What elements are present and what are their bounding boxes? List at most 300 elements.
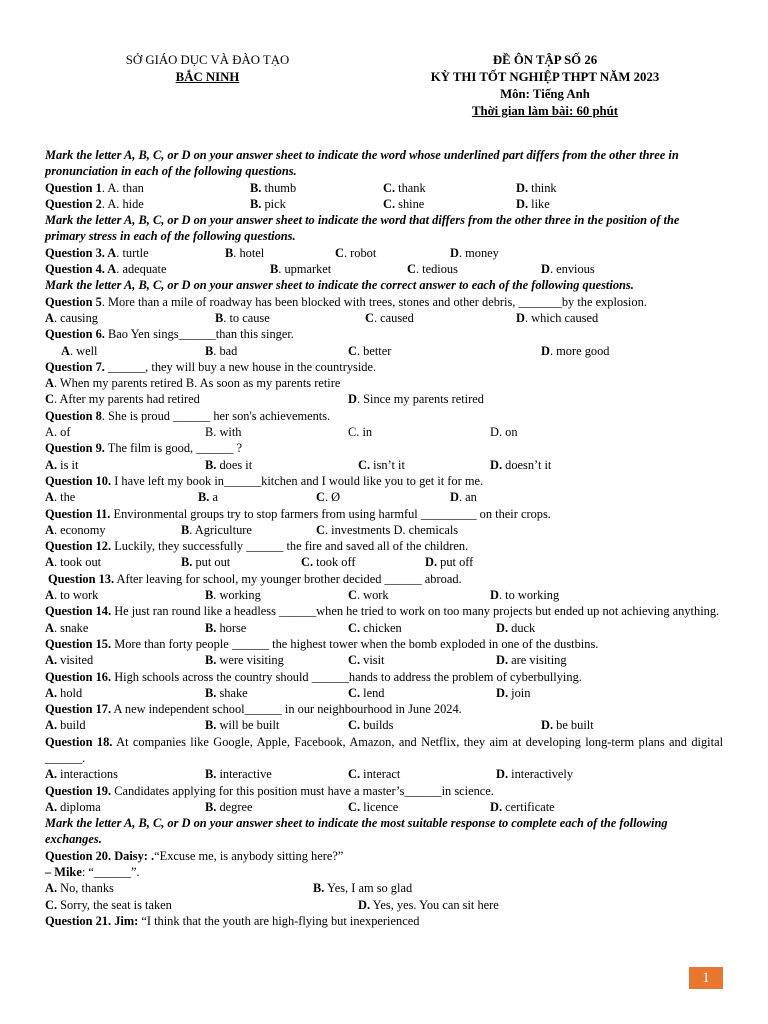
segment-label: B xyxy=(181,522,190,537)
segment-text: visit xyxy=(360,653,385,668)
line-segment xyxy=(45,245,149,261)
segment-text: More than forty people ______ the highest tower when the bomb exploded in one of the dustbins. xyxy=(111,636,599,651)
segment-text: . an xyxy=(458,490,477,505)
segment-text: join xyxy=(508,685,531,700)
segment-label: C. xyxy=(301,555,314,570)
question-line xyxy=(45,587,723,603)
line-segment xyxy=(541,717,594,733)
line-segment xyxy=(45,864,140,880)
segment-text: put out xyxy=(192,555,231,570)
segment-text: “I think that the youth are high-flying but inexperienced xyxy=(138,913,420,928)
line-segment xyxy=(215,310,270,326)
segment-label: A xyxy=(61,343,70,358)
line-segment xyxy=(496,766,573,782)
question-line xyxy=(45,571,723,587)
segment-label: C xyxy=(316,522,325,537)
segment-text: . A. than xyxy=(101,180,144,195)
segment-text: Bao Yen sings______than this singer. xyxy=(104,327,294,342)
segment-label: C. xyxy=(348,718,361,733)
question-line xyxy=(45,359,723,375)
question-line xyxy=(45,506,723,522)
segment-label: B. xyxy=(313,881,325,896)
segment-label: C. xyxy=(383,196,396,211)
line-segment xyxy=(496,685,530,701)
line-segment xyxy=(348,652,385,668)
exam-number: ĐỀ ÔN TẬP SỐ 26 xyxy=(492,53,598,67)
question-line xyxy=(45,294,723,310)
segment-label: D. xyxy=(496,767,509,782)
line-segment xyxy=(45,620,88,636)
segment-label: B xyxy=(270,262,279,277)
segment-label: A xyxy=(45,490,54,505)
segment-text: . economy xyxy=(53,522,106,537)
line-segment xyxy=(45,261,167,277)
question-line xyxy=(45,196,723,212)
line-segment xyxy=(490,457,551,473)
line-segment xyxy=(490,799,555,815)
question-line xyxy=(45,897,723,913)
segment-label: B. xyxy=(205,767,217,782)
segment-label: Question 19. xyxy=(45,783,112,798)
segment-text: will be built xyxy=(216,718,280,733)
segment-label: A xyxy=(45,376,54,391)
question-line xyxy=(45,685,723,701)
line-segment xyxy=(490,587,559,603)
segment-label: A xyxy=(45,555,54,570)
instruction: Mark the letter A, B, C, or D on your answer sheet to indicate the word that differs from the other three in the position of the primary stress in each of the following questions. xyxy=(45,213,680,244)
line-segment xyxy=(45,538,468,554)
line-segment xyxy=(250,196,286,212)
segment-label: Question 4. A xyxy=(45,262,117,277)
line-segment xyxy=(383,196,424,212)
question-line xyxy=(45,391,723,407)
segment-label: C xyxy=(45,392,54,407)
question-line xyxy=(45,913,723,929)
question-line xyxy=(45,424,723,440)
segment-text: . tedious xyxy=(415,262,458,277)
segment-text: . After my parents had retired xyxy=(53,392,200,407)
segment-label: C xyxy=(407,262,416,277)
line-segment xyxy=(348,424,372,440)
segment-label: D. xyxy=(496,653,509,668)
question-line xyxy=(45,457,723,473)
question-label: Question 14. xyxy=(45,604,112,619)
segment-text: does it xyxy=(216,457,253,472)
segment-label: C xyxy=(316,490,325,505)
segment-label: B. xyxy=(198,490,210,505)
line-segment xyxy=(45,880,114,896)
question-line xyxy=(45,652,723,668)
segment-text: pick xyxy=(261,196,286,211)
line-segment xyxy=(45,587,98,603)
line-segment xyxy=(541,261,595,277)
line-segment xyxy=(365,310,414,326)
question-line xyxy=(45,717,723,733)
segment-text: . When my parents retired B. As soon as my parents retire xyxy=(53,376,341,391)
segment-text: shine xyxy=(395,196,425,211)
line-segment xyxy=(45,848,343,864)
segment-text: . She is proud ______ her son's achievements. xyxy=(101,408,331,423)
line-segment xyxy=(45,913,419,929)
segment-text: B. with xyxy=(205,425,242,440)
line-segment xyxy=(205,620,246,636)
segment-text: . work xyxy=(356,588,389,603)
line-segment xyxy=(45,799,101,815)
question-line xyxy=(45,261,723,277)
line-segment xyxy=(450,245,499,261)
segment-label: D. xyxy=(496,685,509,700)
subject: Môn: Tiếng Anh xyxy=(500,87,590,101)
line-segment xyxy=(348,587,389,603)
line-segment xyxy=(45,359,376,375)
segment-label: A xyxy=(45,522,54,537)
segment-label: D. xyxy=(425,555,438,570)
segment-label: A. xyxy=(45,767,58,782)
line-segment xyxy=(358,457,405,473)
segment-text: lend xyxy=(360,685,385,700)
question-line xyxy=(45,522,723,538)
question-line xyxy=(45,440,723,456)
line-segment xyxy=(45,717,86,733)
segment-text: interactive xyxy=(216,767,272,782)
question-line xyxy=(45,783,723,799)
question-body: He just ran round like a headless ______when he tried to work on too many projects but ended up not achieving anything. xyxy=(111,604,720,619)
segment-text: were visiting xyxy=(216,653,284,668)
segment-label: C xyxy=(348,343,357,358)
segment-text: . upmarket xyxy=(278,262,332,277)
segment-text: Environmental groups try to stop farmers from using harmful _________ on their crops. xyxy=(110,506,551,521)
segment-label: D xyxy=(516,310,525,325)
segment-text: “Excuse me, is anybody sitting here?” xyxy=(154,848,344,863)
line-segment xyxy=(198,489,218,505)
segment-text: . to work xyxy=(53,588,99,603)
line-segment xyxy=(205,717,279,733)
question-line xyxy=(45,408,723,424)
segment-text: . More than a mile of roadway has been blocked with trees, stones and other debris, _______by the explosion. xyxy=(101,294,647,309)
instruction: Mark the letter A, B, C, or D on your answer sheet to indicate the most suitable response to complete each of the following exchanges. xyxy=(45,816,668,847)
segment-text: . turtle xyxy=(116,245,149,260)
segment-label: Question 10. xyxy=(45,473,112,488)
segment-text: chicken xyxy=(360,620,402,635)
question-line xyxy=(45,489,723,505)
segment-label: Question 2 xyxy=(45,196,102,211)
segment-label: B. xyxy=(250,196,262,211)
exam-title: KỲ THI TỐT NGHIỆP THPT NĂM 2023 xyxy=(430,70,660,84)
segment-label: A. xyxy=(45,881,58,896)
segment-text: think xyxy=(528,180,557,195)
line-segment xyxy=(48,571,462,587)
line-segment xyxy=(45,457,78,473)
segment-text: The film is good, ______ ? xyxy=(104,441,242,456)
question-line xyxy=(45,326,723,342)
instruction: Mark the letter A, B, C, or D on your answer sheet to indicate the word whose underlined part differs from the other three in pronunciation in each of the following questions. xyxy=(45,148,679,179)
segment-label: D xyxy=(490,588,499,603)
segment-text: D. on xyxy=(490,425,518,440)
segment-label: A. xyxy=(45,718,58,733)
segment-text: A new independent school______ in our neighbourhood in June 2024. xyxy=(111,702,462,717)
segment-label: D xyxy=(541,262,550,277)
time-limit: Thời gian làm bài: 60 phút xyxy=(471,104,619,118)
line-segment xyxy=(205,587,261,603)
segment-label: C. xyxy=(383,180,396,195)
line-segment xyxy=(450,489,477,505)
segment-label: Question 5 xyxy=(45,294,102,309)
segment-text: is it xyxy=(57,457,79,472)
line-segment xyxy=(301,554,356,570)
segment-label: D. xyxy=(541,718,554,733)
segment-text: . well xyxy=(69,343,98,358)
segment-text: . Agriculture xyxy=(189,522,252,537)
segment-text: . Since my parents retired xyxy=(356,392,484,407)
segment-text: After leaving for school, my younger brother decided ______ abroad. xyxy=(114,571,462,586)
segment-text: interact xyxy=(360,767,401,782)
line-segment xyxy=(516,310,598,326)
segment-text: . took out xyxy=(53,555,102,570)
question-text xyxy=(45,603,723,619)
line-segment xyxy=(45,685,82,701)
segment-label: B. xyxy=(205,718,217,733)
instruction: Mark the letter A, B, C, or D on your answer sheet to indicate the correct answer to each of the following questions. xyxy=(45,278,634,293)
segment-label: Question 9. xyxy=(45,441,105,456)
line-segment xyxy=(45,701,462,717)
line-segment xyxy=(316,522,458,538)
line-segment xyxy=(45,766,118,782)
segment-text: Luckily, they successfully ______ the fire and saved all of the children. xyxy=(111,539,469,554)
segment-label: C. xyxy=(348,799,361,814)
segment-label: Question 8 xyxy=(45,408,102,423)
line-segment xyxy=(313,880,412,896)
segment-text: shake xyxy=(216,685,248,700)
segment-text: are visiting xyxy=(508,653,567,668)
segment-text: . snake xyxy=(53,620,89,635)
segment-text: doesn’t it xyxy=(502,457,552,472)
line-segment xyxy=(358,897,499,913)
question-body: At companies like Google, Apple, Facebook, Amazon, and Netflix, they aim at developing long-term plans and digital ______. xyxy=(45,734,724,765)
line-segment xyxy=(205,685,248,701)
segment-text: Yes, yes. You can sit here xyxy=(370,897,499,912)
segment-text: degree xyxy=(216,799,253,814)
segment-label: D. xyxy=(496,620,509,635)
line-segment xyxy=(541,343,610,359)
segment-text: put off xyxy=(437,555,474,570)
segment-label: C. xyxy=(348,620,361,635)
line-segment xyxy=(516,180,557,196)
line-segment xyxy=(205,766,272,782)
line-segment xyxy=(425,554,473,570)
line-segment xyxy=(181,522,252,538)
line-segment xyxy=(45,391,200,407)
line-segment xyxy=(335,245,376,261)
segment-text: . causing xyxy=(53,310,98,325)
line-segment xyxy=(348,766,400,782)
line-segment xyxy=(348,799,398,815)
segment-label: D. xyxy=(358,897,371,912)
segment-label: D xyxy=(541,343,550,358)
segment-text: . to cause xyxy=(223,310,270,325)
segment-label: B. xyxy=(205,799,217,814)
segment-label: C xyxy=(335,245,344,260)
segment-label: A xyxy=(45,310,54,325)
segment-text: C. in xyxy=(348,425,373,440)
question-line xyxy=(45,554,723,570)
segment-text: . Ø xyxy=(324,490,341,505)
line-segment xyxy=(45,783,494,799)
segment-text: build xyxy=(57,718,86,733)
segment-label: C. xyxy=(358,457,371,472)
segment-label: C. xyxy=(348,767,361,782)
line-segment xyxy=(205,799,253,815)
segment-text: . the xyxy=(53,490,76,505)
line-segment xyxy=(181,554,230,570)
segment-label: A xyxy=(45,588,54,603)
segment-text: isn’t it xyxy=(370,457,405,472)
line-segment xyxy=(45,669,582,685)
question-line xyxy=(45,343,723,359)
line-segment xyxy=(348,391,484,407)
segment-label: C. xyxy=(348,653,361,668)
segment-label: B xyxy=(215,310,224,325)
segment-label: C. xyxy=(348,685,361,700)
segment-text: . caused xyxy=(373,310,414,325)
line-segment xyxy=(45,554,101,570)
segment-label: A. xyxy=(45,799,58,814)
question-line xyxy=(45,766,723,782)
question-line xyxy=(45,636,723,652)
segment-label: Question 3. A xyxy=(45,245,117,260)
question-line xyxy=(45,473,723,489)
segment-label: B xyxy=(205,588,214,603)
line-segment xyxy=(45,196,144,212)
segment-label: Question 1 xyxy=(45,180,102,195)
question-line xyxy=(45,669,723,685)
question-line xyxy=(45,375,723,391)
segment-text: Sorry, the seat is taken xyxy=(57,897,172,912)
line-segment xyxy=(205,652,284,668)
segment-label: D xyxy=(450,490,459,505)
segment-text: thumb xyxy=(261,180,297,195)
segment-text: be built xyxy=(553,718,594,733)
segment-label: A xyxy=(45,620,54,635)
line-segment xyxy=(45,375,340,391)
segment-label: D. xyxy=(516,180,529,195)
segment-text: Yes, I am so glad xyxy=(324,881,413,896)
segment-text: took off xyxy=(313,555,356,570)
segment-label: D. xyxy=(490,799,503,814)
line-segment xyxy=(407,261,458,277)
segment-text: interactions xyxy=(57,767,118,782)
segment-text: . more good xyxy=(549,343,610,358)
segment-text: diploma xyxy=(57,799,101,814)
segment-text: . adequate xyxy=(116,262,167,277)
line-segment xyxy=(45,408,330,424)
line-segment xyxy=(348,717,393,733)
line-segment xyxy=(45,506,551,522)
segment-text: a xyxy=(209,490,218,505)
question-line xyxy=(45,880,723,896)
segment-text: . envious xyxy=(549,262,595,277)
exam-content xyxy=(45,147,723,929)
segment-label: B. xyxy=(205,457,217,472)
question-label: Question 18. xyxy=(45,734,113,749)
segment-text: visited xyxy=(57,653,94,668)
line-segment xyxy=(250,180,296,196)
segment-label: Question 20. Daisy: . xyxy=(45,848,155,863)
segment-label: Question 12. xyxy=(45,539,112,554)
line-segment xyxy=(45,636,598,652)
line-segment xyxy=(270,261,331,277)
segment-text: No, thanks xyxy=(57,881,114,896)
segment-label: B. xyxy=(205,653,217,668)
question-line xyxy=(45,245,723,261)
line-segment xyxy=(45,489,75,505)
question-line xyxy=(45,538,723,554)
line-segment xyxy=(45,424,70,440)
line-segment xyxy=(205,343,237,359)
line-segment xyxy=(45,652,93,668)
question-line xyxy=(45,799,723,815)
segment-label: Question 21. Jim: xyxy=(45,913,139,928)
segment-label: B. xyxy=(250,180,262,195)
segment-text: . working xyxy=(213,588,261,603)
line-segment xyxy=(490,424,518,440)
line-segment xyxy=(348,685,384,701)
question-line xyxy=(45,701,723,717)
segment-text: thank xyxy=(395,180,426,195)
segment-label: D xyxy=(348,392,357,407)
segment-label: Question 7. xyxy=(45,359,105,374)
segment-text: . bad xyxy=(213,343,238,358)
page-number: 1 xyxy=(689,967,723,989)
segment-label: C. xyxy=(45,897,58,912)
segment-text: Candidates applying for this position must have a master’s______in science. xyxy=(111,783,494,798)
line-segment xyxy=(45,522,106,538)
line-segment xyxy=(45,180,144,196)
question-line xyxy=(45,180,723,196)
segment-label: A. xyxy=(45,457,58,472)
segment-label: A. xyxy=(45,653,58,668)
segment-text: builds xyxy=(360,718,394,733)
question-line xyxy=(45,310,723,326)
segment-label: Question 13. xyxy=(48,571,115,586)
segment-label: Question 15. xyxy=(45,636,112,651)
line-segment xyxy=(45,326,294,342)
line-segment xyxy=(348,620,402,636)
line-segment xyxy=(348,343,391,359)
segment-text: duck xyxy=(508,620,536,635)
question-line xyxy=(45,864,723,880)
segment-text: I have left my book in______kitchen and I would like you to get it for me. xyxy=(111,473,484,488)
question-line xyxy=(45,620,723,636)
segment-label: – Mike xyxy=(45,865,82,880)
segment-label: Question 16. xyxy=(45,669,112,684)
question-text xyxy=(45,734,723,767)
segment-text: like xyxy=(528,196,550,211)
line-segment xyxy=(205,457,252,473)
segment-text: interactively xyxy=(508,767,574,782)
segment-text: . investments D. chemicals xyxy=(324,522,459,537)
segment-label: Question 17. xyxy=(45,702,112,717)
segment-text: . money xyxy=(458,245,499,260)
segment-text: horse xyxy=(216,620,247,635)
line-segment xyxy=(205,424,242,440)
segment-label: B. xyxy=(181,555,193,570)
province-name: BẮC NINH xyxy=(175,70,240,84)
segment-text: ______, they will buy a new house in the countryside. xyxy=(104,359,377,374)
line-segment xyxy=(516,196,550,212)
segment-label: B. xyxy=(205,685,217,700)
segment-text: . better xyxy=(356,343,392,358)
segment-label: D. xyxy=(490,457,503,472)
